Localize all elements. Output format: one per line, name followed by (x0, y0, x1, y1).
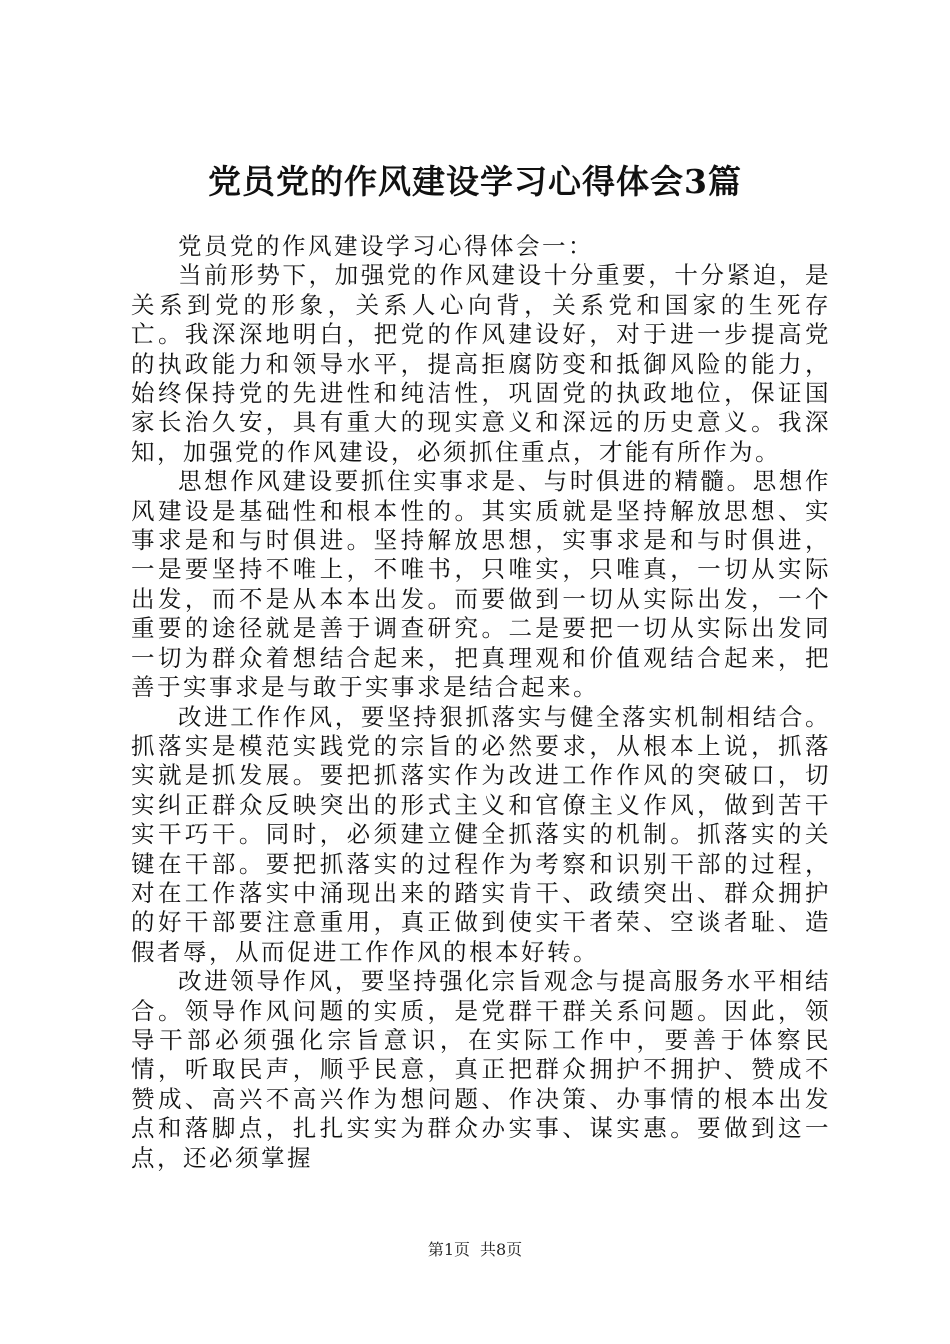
paragraph: 改进工作作风，要坚持狠抓落实与健全落实机制相结合。抓落实是模范实践党的宗旨的必然要求，从根本上说，抓落实就是抓发展。要把抓落实作为改进工作作风的突破口，切实纠正群众反映突出的形式主义和官僚主义作风，做到苦干实干巧干。同时，必须建立健全抓落实的机制。抓落实的关键在干部。要把抓落实的过程作为考察和识别干部的过程，对在工作落实中涌现出来的踏实肯干、政绩突出、群众拥护的好干部要注意重用，真正做到使实干者荣、空谈者耻、造假者辱，从而促进工作作风的根本好转。 (131, 702, 831, 966)
paragraph-heading: 党员党的作风建设学习心得体会一： (178, 232, 594, 260)
paragraph: 当前形势下，加强党的作风建设十分重要，十分紧迫，是关系到党的形象，关系人心向背，关系党和国家的生死存亡。我深深地明白，把党的作风建设好，对于进一步提高党的执政能力和领导水平，提高拒腐防变和抵御风险的能力，始终保持党的先进性和纯洁性，巩固党的执政地位，保证国家长治久安，具有重大的现实意义和深远的历史意义。我深知，加强党的作风建设，必须抓住重点，才能有所作为。 (131, 261, 831, 466)
document-body (131, 232, 831, 1173)
document-title: 党员党的作风建设学习心得体会3篇 (208, 162, 742, 201)
page-footer (0, 1240, 950, 1260)
paragraph: 改进领导作风，要坚持强化宗旨观念与提高服务水平相结合。领导作风问题的实质，是党群干群关系问题。因此，领导干部必须强化宗旨意识，在实际工作中，要善于体察民情，听取民声，顺乎民意，真正把群众拥护不拥护、赞成不赞成、高兴不高兴作为想问题、作决策、办事情的根本出发点和落脚点，扎扎实实为群众办实事、谋实惠。要做到这一点，还必须掌握 (131, 967, 831, 1172)
page-number: 第1页 (427, 1240, 470, 1259)
paragraph: 思想作风建设要抓住实事求是、与时俱进的精髓。思想作风建设是基础性和根本性的。其实质就是坚持解放思想、实事求是和与时俱进。坚持解放思想，实事求是和与时俱进，一是要坚持不唯上，不唯书，只唯实，只唯真，一切从实际出发，而不是从本本出发。而要做到一切从实际出发，一个重要的途径就是善于调查研究。二是要把一切从实际出发同一切为群众着想结合起来，把真理观和价值观结合起来，把善于实事求是与敢于实事求是结合起来。 (131, 467, 831, 702)
page-total: 共8页 (480, 1240, 523, 1259)
